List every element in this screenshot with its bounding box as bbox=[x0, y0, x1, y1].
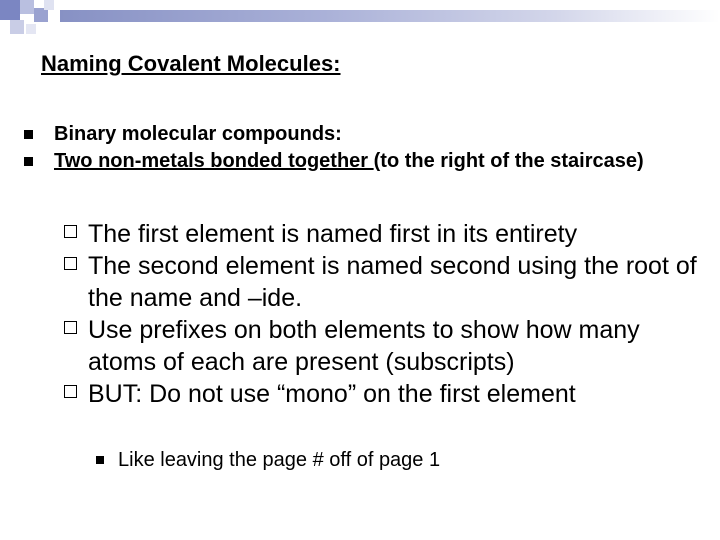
bullet-text: (to the right of the staircase) bbox=[373, 150, 644, 172]
bullet-text: The second element is named second using the root of the name and –ide. bbox=[88, 252, 697, 312]
bullet-text: Like leaving the page # off of page 1 bbox=[118, 449, 441, 471]
decor-square bbox=[10, 20, 24, 34]
bullet-text: Binary molecular compounds: bbox=[54, 123, 342, 145]
bullet-list-level3 bbox=[94, 448, 694, 472]
bullet-item bbox=[22, 148, 702, 175]
hollow-square-bullet-icon bbox=[64, 321, 77, 334]
header-gradient-bar bbox=[60, 10, 720, 22]
bullet-item bbox=[64, 218, 704, 250]
decor-square bbox=[20, 0, 34, 14]
decor-square bbox=[0, 0, 20, 20]
bullet-item bbox=[64, 378, 704, 410]
square-bullet-icon bbox=[24, 157, 33, 166]
hollow-square-bullet-icon bbox=[64, 225, 77, 238]
hollow-square-bullet-icon bbox=[64, 385, 77, 398]
bullet-text: BUT: Do not use “mono” on the first element bbox=[88, 380, 576, 408]
decor-square bbox=[26, 24, 36, 34]
header-decoration bbox=[0, 0, 720, 40]
hollow-square-bullet-icon bbox=[64, 257, 77, 270]
decor-square bbox=[44, 0, 54, 10]
bullet-text: The first element is named first in its entirety bbox=[88, 220, 578, 248]
bullet-item bbox=[64, 250, 704, 314]
square-bullet-icon bbox=[96, 456, 104, 464]
bullet-item bbox=[22, 121, 702, 148]
decor-square bbox=[34, 8, 48, 22]
bullet-list-level1 bbox=[22, 121, 702, 175]
bullet-list-level2 bbox=[64, 218, 704, 410]
bullet-text-underlined: Two non-metals bonded together bbox=[54, 150, 374, 172]
bullet-text: Use prefixes on both elements to show how many atoms of each are present (subscripts) bbox=[88, 316, 640, 376]
bullet-item bbox=[94, 448, 694, 472]
bullet-item bbox=[64, 314, 704, 378]
slide-title: Naming Covalent Molecules: bbox=[41, 51, 341, 76]
square-bullet-icon bbox=[24, 130, 33, 139]
